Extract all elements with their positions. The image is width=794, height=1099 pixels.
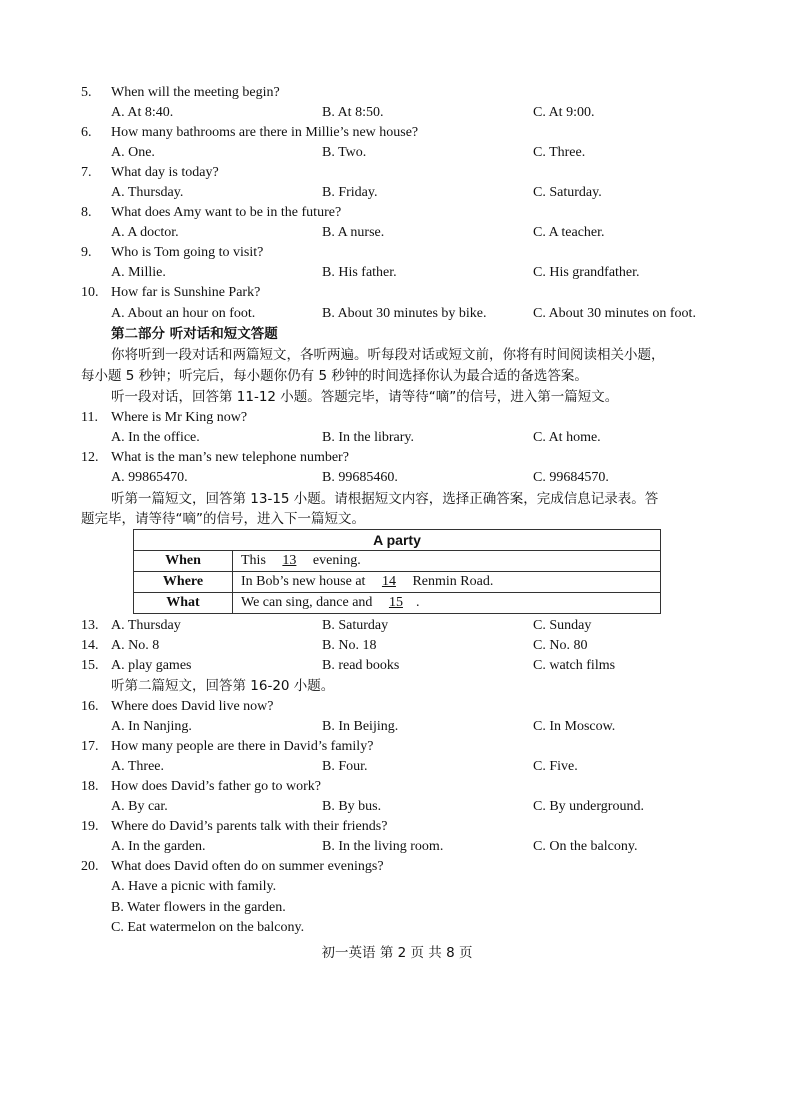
blank-15: 15 <box>388 595 403 610</box>
question-15: 15. A. play games B. read books C. watch films <box>81 658 616 673</box>
passage1-intro-line1: 听第一篇短文，回答第 13-15 小题。请根据短文内容，选择正确答案，完成信息记录表。答 <box>111 491 659 507</box>
question-12: 12. What is the man’s new telephone number? <box>81 450 349 465</box>
question-9: 9. Who is Tom going to visit? <box>81 245 264 260</box>
question-19: 19. Where do David’s parents talk with their friends? <box>81 819 388 834</box>
table-title-row <box>134 530 661 551</box>
blank-13: 13 <box>282 553 297 568</box>
exam-page: 5. When will the meeting begin? A. At 8:40. B. At 8:50. C. At 9:00. 6. How many bathrooms are there in Millie’s new house? A. One. B. Two. C. Three. 7. What day is today? A. Thursday. B. Friday. C. Saturday. 8. What does Amy want to be in the future? A. A doctor. B. A nurse. C. A teacher. 9. Who is Tom going to visit? A. Millie. B. His father. C. His grandfather. 10. How far is Sunshine Park? A. About an hour on foot. B. About 30 minutes by bike. C. About 30 minutes on foot. 第二部分 听对话和短文答题 你将听到一段对话和两篇短文，各听两遍。听每段对话或短文前，你将有时间阅读相关小题， 每小题 5 秒钟；听完后，每小题你仍有 5 秒钟的时间选择你认为最合适的备选答案。 听一段对话，回答第 11-12 小题。答题完毕，请等待“嘀”的信号，进入第一篇短文。 11. Where is Mr King now? A. In the office. B. In the library. C. At home. 12. What is the man’s new telephone number? A. 99865470. B. 99685460. C. 99684570. 听第一篇短文，回答第 13-15 小题。请根据短文内容，选择正确答案，完成信息记录表。答 题完毕，请等待“嘀”的信号，进入下一篇短文。 A party When This 13 evening. Where In Bob’s new house at 14 Renmin Road. What We can sing, dance and 15 . 13. A. Thursday B. Saturday C. Sunday 14. A. No. 8 B. No. 18 C. No. 80 15. A. play games B. read books C. watch films 听第二篇短文，回答第 16-20 小题。 16. Where does David live now? A. In Nanjing. B. In Beijing. C. In Moscow. 17. How many people are there in David’s family? A. Three. B. Four. C. Five. 18. How does David’s father go to work? A. By car. B. By bus. C. By underground. 19. Where do David’s parents talk with their friends? A. In the garden. B. In the living room. C. On the balcony. 20. What does David often do on summer evenings? A. Have a picnic with family. B. Water flowers in the garden. C. Eat watermelon on the balcony. 初一英语 第 2 页 共 8 页 <box>0 0 794 1099</box>
part2-intro-line2: 每小题 5 秒钟；听完后，每小题你仍有 5 秒钟的时间选择你认为最合适的备选答案。 <box>81 368 588 384</box>
table-row <box>134 572 661 593</box>
option-20a: A. Have a picnic with family. <box>111 879 277 894</box>
info-record-table <box>133 529 661 614</box>
table-cell-where: In Bob’s new house at 14 Renmin Road. <box>233 572 661 593</box>
part2-intro-line1: 你将听到一段对话和两篇短文，各听两遍。听每段对话或短文前，你将有时间阅读相关小题， <box>111 347 665 363</box>
table-label-where: Where <box>134 572 233 593</box>
question-5: 5. When will the meeting begin? <box>81 85 280 100</box>
table-label-when: When <box>134 551 233 572</box>
page-footer: 初一英语 第 2 页 共 8 页 <box>321 945 473 961</box>
question-11: 11. Where is Mr King now? <box>81 410 248 425</box>
table-cell-what: We can sing, dance and 15 . <box>233 593 661 614</box>
question-14: 14. A. No. 8 B. No. 18 C. No. 80 <box>81 638 588 653</box>
question-18: 18. How does David’s father go to work? <box>81 779 321 794</box>
passage2-intro: 听第二篇短文，回答第 16-20 小题。 <box>111 678 335 694</box>
option-20c: C. Eat watermelon on the balcony. <box>111 920 305 935</box>
question-7: 7. What day is today? <box>81 165 219 180</box>
table-row <box>134 593 661 614</box>
table-title: A party <box>134 530 661 551</box>
question-8: 8. What does Amy want to be in the future? <box>81 205 342 220</box>
blank-14: 14 <box>381 574 396 589</box>
question-6: 6. How many bathrooms are there in Millie’s new house? <box>81 125 419 140</box>
question-10: 10. How far is Sunshine Park? <box>81 285 261 300</box>
question-16: 16. Where does David live now? <box>81 699 274 714</box>
table-label-what: What <box>134 593 233 614</box>
question-20: 20. What does David often do on summer evenings? <box>81 859 384 874</box>
dialog-intro: 听一段对话，回答第 11-12 小题。答题完毕，请等待“嘀”的信号，进入第一篇短文。 <box>111 389 619 405</box>
question-13: 13. A. Thursday B. Saturday C. Sunday <box>81 618 592 633</box>
section-title-part2: 第二部分 听对话和短文答题 <box>111 326 278 342</box>
question-17: 17. How many people are there in David’s family? <box>81 739 374 754</box>
passage1-intro-line2: 题完毕，请等待“嘀”的信号，进入下一篇短文。 <box>81 511 365 527</box>
table-row <box>134 551 661 572</box>
table-cell-when: This 13 evening. <box>233 551 661 572</box>
option-20b: B. Water flowers in the garden. <box>111 900 286 915</box>
